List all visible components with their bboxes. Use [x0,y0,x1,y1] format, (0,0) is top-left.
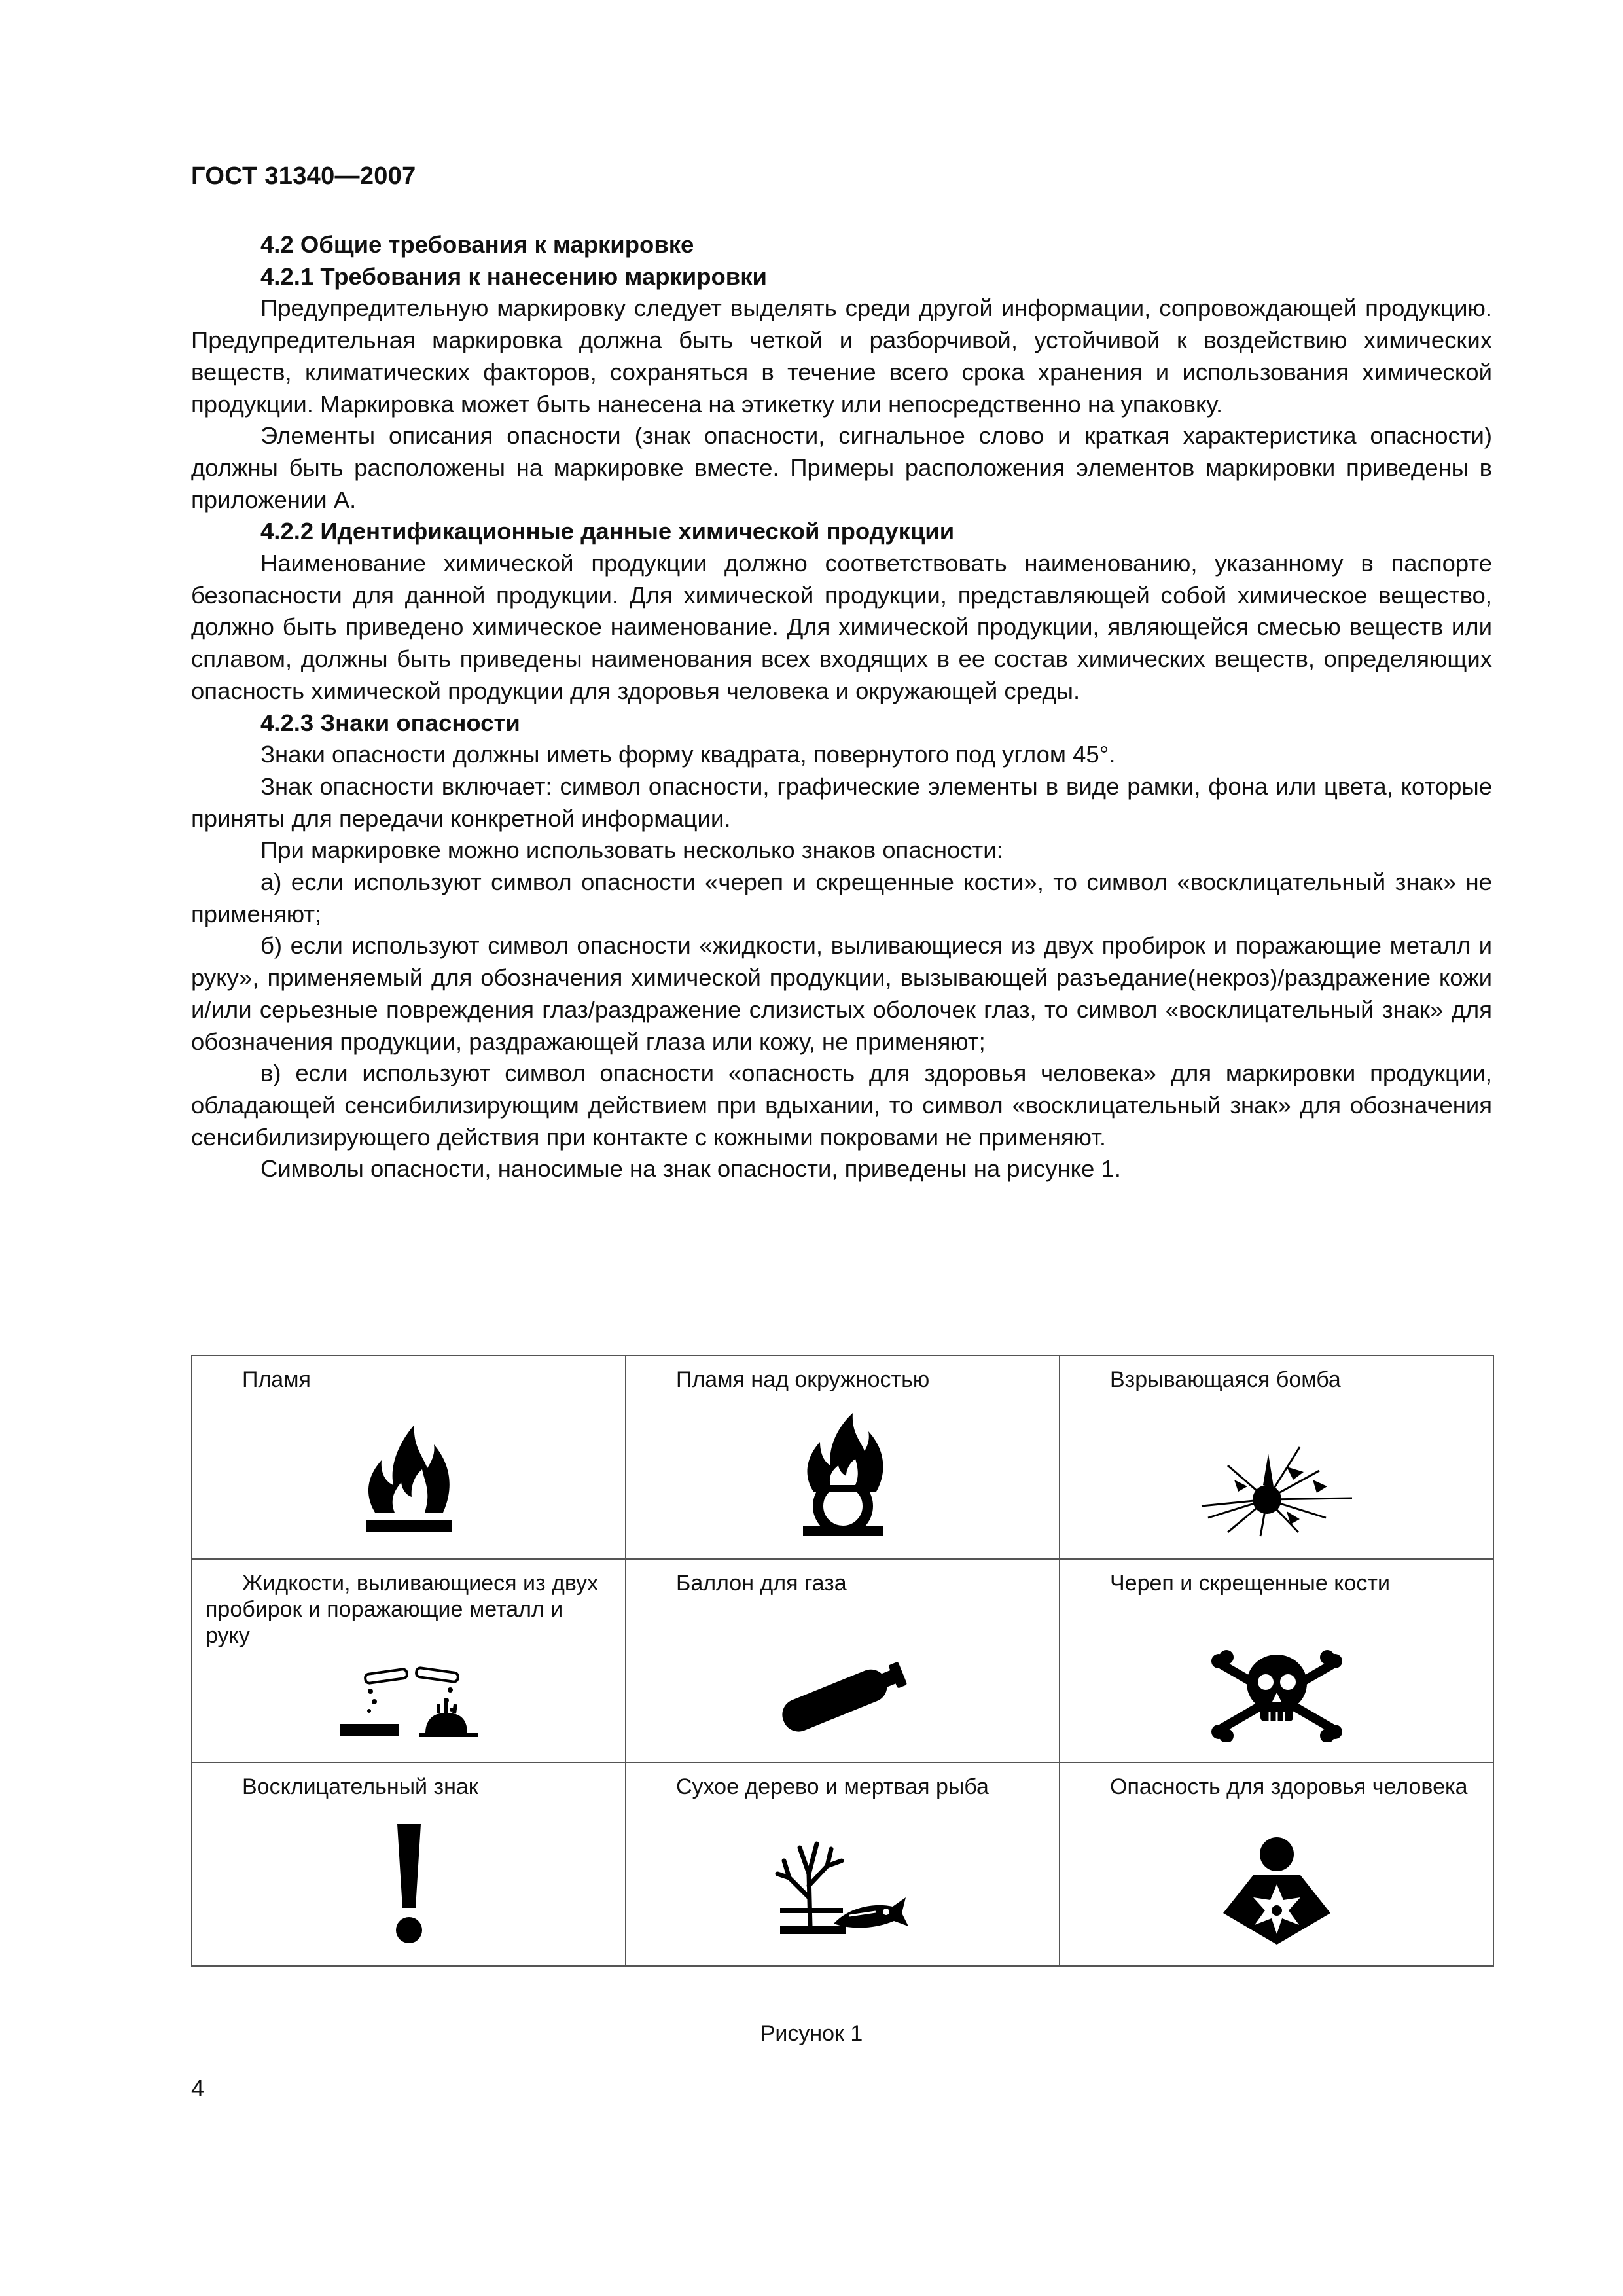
paragraph: Символы опасности, наносимые на знак опасности, приведены на рисунке 1. [260,1155,1121,1183]
list-item: а) если используют символ опасности «череп и скрещенные кости», то символ «восклицательный знак» не применяют; [191,869,1492,927]
subsection-heading: 4.2.3 Знаки опасности [260,709,520,736]
exclamation-mark-icon [383,1821,435,1946]
symbol-cell [1060,1763,1493,1966]
skull-crossbones-icon [1208,1644,1346,1742]
paragraph: Знаки опасности должны иметь форму квадрата, повернутого под углом 45°. [260,741,1116,768]
environment-icon [771,1835,915,1946]
exploding-bomb-icon [1188,1434,1365,1539]
document-header: ГОСТ 31340—2007 [191,162,416,190]
symbol-label: Сухое дерево и мертвая рыба [676,1774,989,1799]
paragraph: При маркировке можно использовать несколько знаков опасности: [260,836,1003,864]
symbol-cell [1060,1559,1493,1763]
paragraph: Элементы описания опасности (знак опасности, сигнальное слово и краткая характеристика опасности) должны быть расположены на маркировке вместе. Примеры расположения элементов маркировки приведены в приложении А. [191,422,1492,513]
health-hazard-icon [1218,1835,1336,1946]
symbol-cell [626,1559,1060,1763]
symbol-cell [626,1763,1060,1966]
subsection-heading: 4.2.1 Требования к нанесению маркировки [260,262,767,290]
symbol-label: Опасность для здоровья человека [1110,1774,1468,1799]
list-item: б) если используют символ опасности «жидкости, выливающиеся из двух пробирок и поражающие металл и руку», применяемый для обозначения химической продукции, вызывающей разъедание(некроз)/раздражение кожи и/или серьезные повреждения глаз/раздражение слизистых оболочек глаз, то символ «восклицательный знак» для обозначения продукции, раздражающей глаза или кожу, не применяют; [191,932,1492,1055]
corrosion-icon [334,1664,484,1742]
symbol-cell [1060,1355,1493,1559]
subsection-heading: 4.2.2 Идентификационные данные химической продукции [260,518,955,545]
page-number: 4 [191,2075,205,2102]
paragraph: Наименование химической продукции должно соответствовать наименованию, указанному в паспорте безопасности для данной продукции. Для химической продукции, представляющей собой химическое вещество, должно быть приведено химическое наименование. Для химической продукции, являющейся смесью веществ или сплавом, должны быть приведены наименования всех входящих в ее состав химических веществ, определяющих опасность химической продукции для здоровья человека и окружающей среды. [191,550,1492,704]
list-item: в) если используют символ опасности «опасность для здоровья человека» для маркировки продукции, обладающей сенсибилизирующим действием при вдыхании, то символ «восклицательный знак» для обозначения сенсибилизирующего действия при контакте с кожными покровами не применяют. [191,1060,1492,1151]
symbol-cell [192,1763,626,1966]
flame-icon [357,1414,461,1539]
symbol-label: Восклицательный знак [242,1774,478,1799]
symbol-label: Череп и скрещенные кости [1110,1571,1390,1596]
flame-over-circle-icon [794,1408,892,1539]
symbol-label: Баллон для газа [676,1571,847,1596]
paragraph: Знак опасности включает: символ опасности, графические элементы в виде рамки, фона или цвета, которые приняты для передачи конкретной информации. [191,772,1492,832]
body-text [191,229,1492,1185]
paragraph: Предупредительную маркировку следует выделять среди другой информации, сопровождающей продукцию. Предупредительная маркировка должна быть четкой и разборчивой, устойчивой к воздействию химических веществ, климатических факторов, сохраняться в течение всего срока хранения и использования химической продукции. Маркировка может быть нанесена на этикетку или непосредственно на упаковку. [191,295,1492,418]
gas-cylinder-icon [764,1651,921,1742]
symbol-cell [626,1355,1060,1559]
symbol-label: Пламя [242,1367,311,1392]
figure-caption: Рисунок 1 [760,2021,863,2046]
section-heading: 4.2 Общие требования к маркировке [260,231,694,258]
symbol-label: Взрывающаяся бомба [1110,1367,1341,1392]
symbol-label: Пламя над окружностью [676,1367,930,1392]
symbol-cell [192,1355,626,1559]
symbol-cell [192,1559,626,1763]
symbol-label: Жидкости, выливающиеся из двух пробирок и поражающие металл и руку [205,1571,599,1648]
hazard-symbols-figure [191,1355,1494,1967]
